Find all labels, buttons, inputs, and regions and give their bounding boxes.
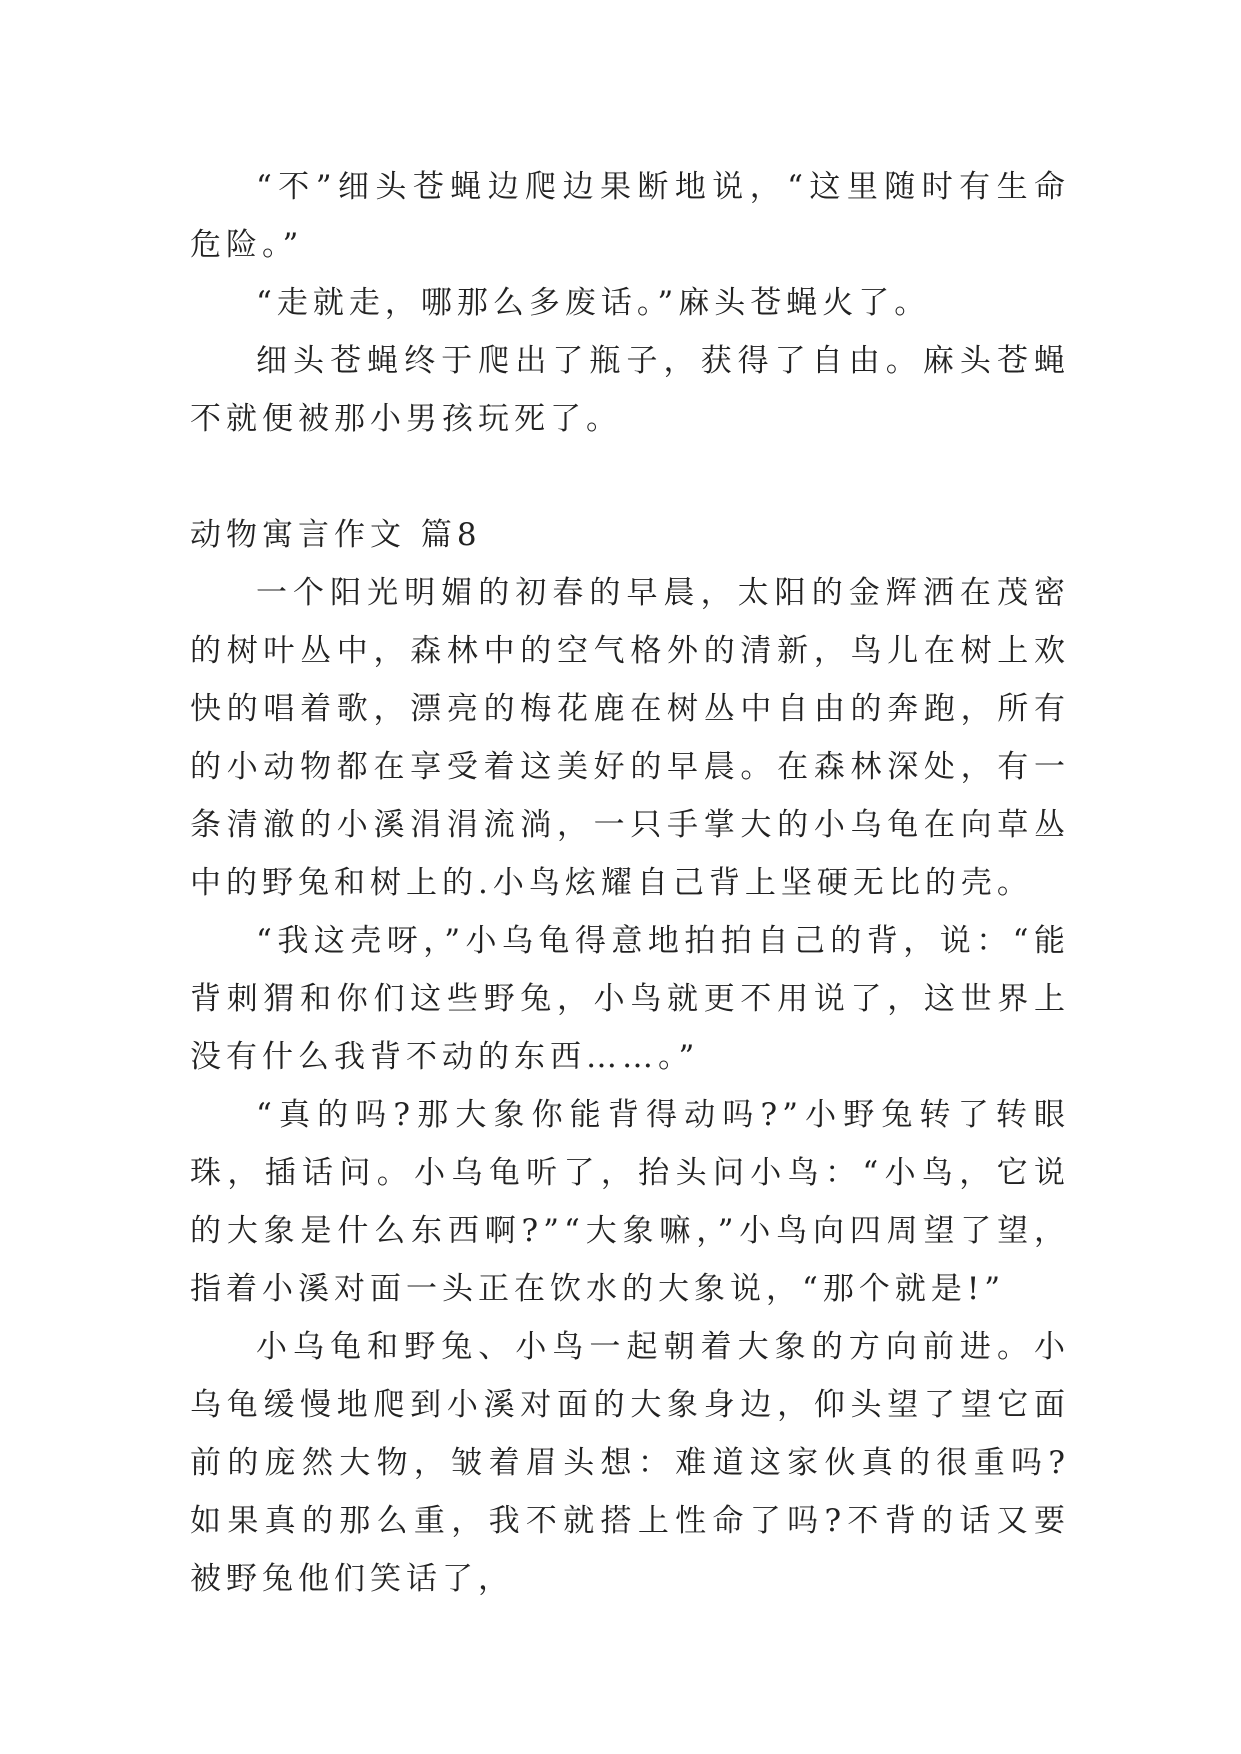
paragraph: 小乌龟和野兔、小鸟一起朝着大象的方向前进。小乌龟缓慢地爬到小溪对面的大象身边，仰头望了望它面前的庞然大物，皱着眉头想：难道这家伙真的很重吗?如果真的那么重，我不就搭上性命了吗?不背的话又要被野兔他们笑话了， [190,1329,1070,1597]
paragraph: 一个阳光明媚的初春的早晨，太阳的金辉洒在茂密的树叶丛中，森林中的空气格外的清新，鸟儿在树上欢快的唱着歌，漂亮的梅花鹿在树丛中自由的奔跑，所有的小动物都在享受着这美好的早晨。在森林深处，有一条清澈的小溪涓涓流淌，一只手掌大的小乌龟在向草丛中的野兔和树上的.小鸟炫耀自己背上坚硬无比的壳。 [190,575,1070,901]
paragraph: 细头苍蝇终于爬出了瓶子，获得了自由。麻头苍蝇不就便被那小男孩玩死了。 [190,343,1070,437]
section-heading: 动物寓言作文 篇8 [190,517,482,553]
document-page [190,158,1070,1608]
paragraph: “真的吗?那大象你能背得动吗?”小野兔转了转眼珠，插话问。小乌龟听了，抬头问小鸟：“小鸟，它说的大象是什么东西啊?”“大象嘛，”小鸟向四周望了望，指着小溪对面一头正在饮水的大象说，“那个就是!” [190,1097,1070,1307]
paragraph: “我这壳呀，”小乌龟得意地拍拍自己的背，说：“能背刺猬和你们这些野兔，小鸟就更不用说了，这世界上没有什么我背不动的东西……。” [190,923,1070,1075]
paragraph: “不”细头苍蝇边爬边果断地说，“这里随时有生命危险。” [190,169,1070,263]
paragraph: “走就走，哪那么多废话。”麻头苍蝇火了。 [256,285,931,321]
